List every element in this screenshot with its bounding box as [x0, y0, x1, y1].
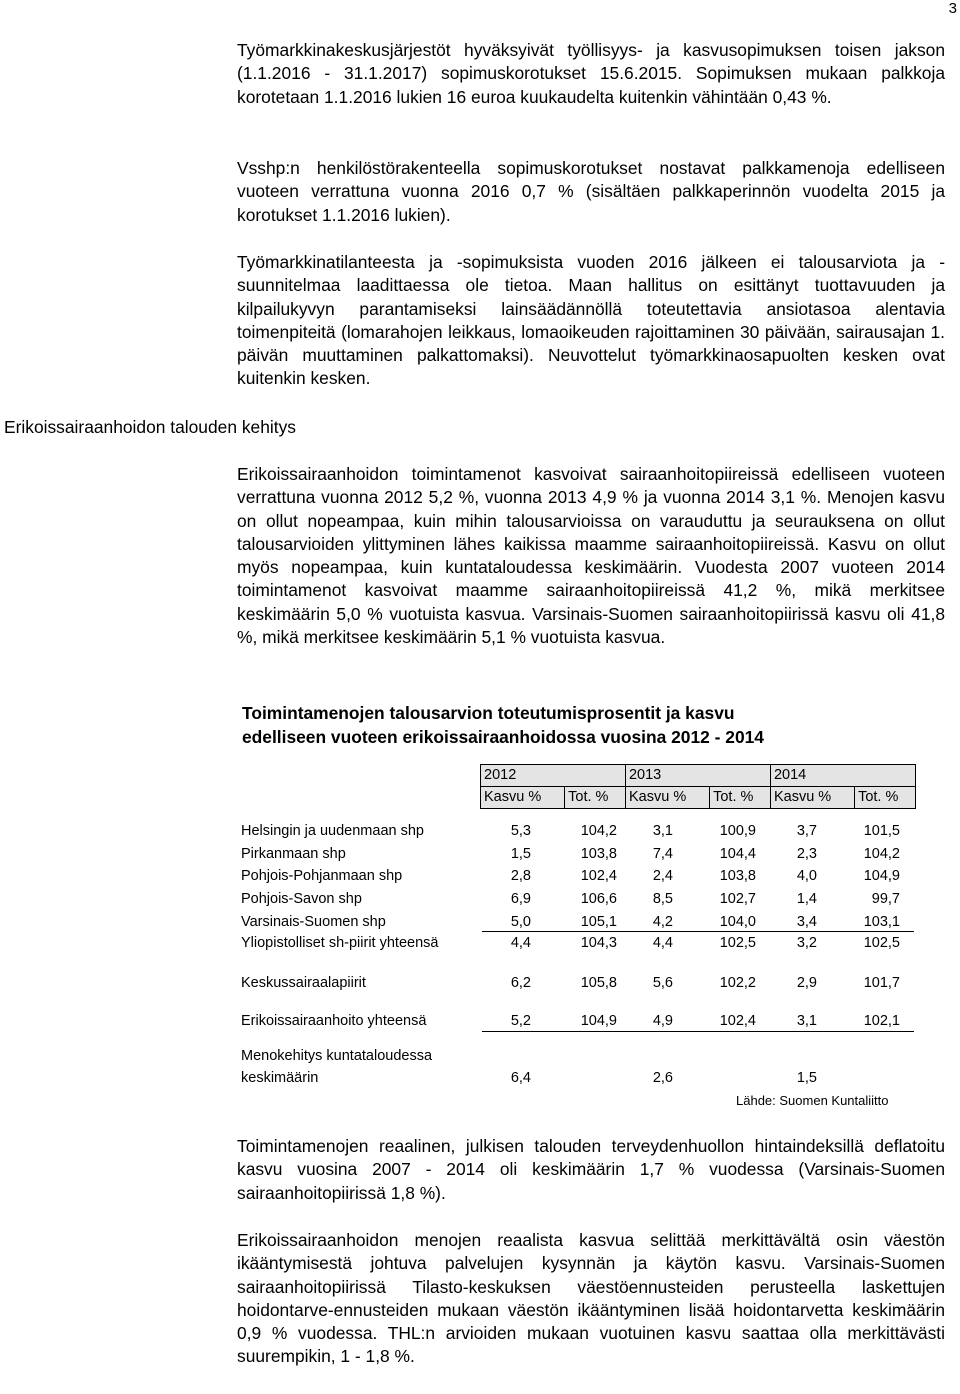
table-cell: 104,4 [719, 846, 756, 862]
rule-line [482, 931, 914, 932]
table-cell: 1,5 [796, 1070, 817, 1086]
table-cell: 102,7 [719, 891, 756, 907]
table-cell: 104,3 [580, 935, 617, 951]
table-cell: 104,2 [863, 846, 900, 862]
table-header [480, 764, 916, 809]
table-cell: 103,8 [719, 868, 756, 884]
table-cell: 103,1 [863, 914, 900, 930]
table-title [242, 701, 764, 749]
row-label: Pohjois-Pohjanmaan shp [241, 868, 403, 884]
table-cell: 101,7 [863, 975, 900, 991]
column-header: Kasvu % [481, 787, 565, 809]
table-row [241, 843, 911, 865]
table-row [241, 1067, 911, 1089]
table-cell: 99,7 [871, 891, 900, 907]
rule-line [482, 1031, 914, 1032]
table-cell: 4,4 [652, 935, 673, 951]
table-cell: 4,9 [652, 1013, 673, 1029]
table-cell: 104,2 [580, 823, 617, 839]
muni-label-row [241, 1045, 911, 1067]
row-label: Pohjois-Savon shp [241, 891, 362, 907]
table-cell: 2,4 [652, 868, 673, 884]
table-cell: 102,4 [719, 1013, 756, 1029]
year-header: 2014 [770, 765, 915, 787]
column-header: Tot. % [710, 787, 771, 809]
table-cell: 102,5 [719, 935, 756, 951]
table-cell: 2,8 [510, 868, 531, 884]
table-cell: 4,0 [796, 868, 817, 884]
table-cell: 3,4 [796, 914, 817, 930]
table-cell: 3,1 [652, 823, 673, 839]
table-cell: 100,9 [719, 823, 756, 839]
table-cell: 3,7 [796, 823, 817, 839]
table-row [241, 865, 911, 887]
table-cell: 105,1 [580, 914, 617, 930]
table-cell: 6,2 [510, 975, 531, 991]
table-cell: 3,2 [796, 935, 817, 951]
table-cell: 1,5 [510, 846, 531, 862]
table-cell: 5,6 [652, 975, 673, 991]
table-row [241, 972, 911, 994]
table-cell: 4,2 [652, 914, 673, 930]
table-cell: 102,1 [863, 1013, 900, 1029]
table-row [241, 820, 911, 842]
table-cell: 4,4 [510, 935, 531, 951]
table-cell: 5,2 [510, 1013, 531, 1029]
table-cell: 1,4 [796, 891, 817, 907]
table-row [241, 932, 911, 954]
table-cell: 5,3 [510, 823, 531, 839]
row-label: Erikoissairaanhoito yhteensä [241, 1013, 427, 1029]
column-header: Kasvu % [770, 787, 854, 809]
row-label: Keskussairaalapiirit [241, 975, 366, 991]
page-number: 3 [948, 0, 957, 17]
table-cell: 5,0 [510, 914, 531, 930]
table-cell: 2,3 [796, 846, 817, 862]
section-heading: Erikoissairaanhoidon talouden kehitys [4, 417, 296, 437]
table-cell: 2,6 [652, 1070, 673, 1086]
table-cell: 103,8 [580, 846, 617, 862]
table-cell: 104,9 [580, 1013, 617, 1029]
table-cell: 101,5 [863, 823, 900, 839]
table-cell: 105,8 [580, 975, 617, 991]
paragraph-operating-costs: Erikoissairaanhoidon toimintamenot kasvoivat sairaanhoitopiireissä edelliseen vuoteen verrattuna vuonna 2012 5,2 %, vuonna 2013 4,9 % ja vuonna 2014 3,1 %. Menojen kasvu on ollut nopeampaa, kuin mihin talousarvioissa on varauduttu ja seurauksena on ollut talousarvioiden ylittyminen lähes kaikissa maamme sairaanhoitopiireissä. Kasvu on ollut myös nopeampaa, kuin kuntataloudessa keskimäärin. Vuodesta 2007 vuoteen 2014 toimintamenot kasvoivat maamme sairaanhoitopiireissä 41,2 %, mikä merkitsee keskimäärin 5,0 % vuotuista kasvua. Varsinais-Suomen sairaanhoitopiirissä kasvu oli 41,8 %, mikä merkitsee keskimäärin 5,1 % vuotuista kasvua. [237, 464, 945, 648]
table-title-line1: Toimintamenojen talousarvion toteutumisprosentit ja kasvu [242, 703, 735, 723]
table-cell: 3,1 [796, 1013, 817, 1029]
row-label: Pirkanmaan shp [241, 846, 346, 862]
table-cell: 104,0 [719, 914, 756, 930]
year-header: 2013 [625, 765, 770, 787]
table-row [241, 911, 911, 933]
table-row [241, 1010, 911, 1032]
table-title-line2: edelliseen vuoteen erikoissairaanhoidossa vuosina 2012 - 2014 [242, 727, 764, 747]
paragraph-labor-market: Työmarkkinatilanteesta ja -sopimuksista vuoden 2016 jälkeen ei talousarviota ja -suunnitelmaa laadittaessa ole tietoa. Maan hallitus on esittänyt tuottavuuden ja kilpailukyvyn parantamiseksi lainsäädännöllä toteutettavia ansiotasoa alentavia toimenpiteitä (lomarahojen leikkaus, lomaoikeuden rajoittaminen 30 päivään, sairausajan 1. päivän muuttaminen palkattomaksi). Neuvottelut työmarkkinaosapuolten kesken ovat kuitenkin kesken. [237, 252, 945, 389]
column-header: Kasvu % [625, 787, 709, 809]
year-header: 2012 [481, 765, 626, 787]
table-cell: 8,5 [652, 891, 673, 907]
table-cell: 106,6 [580, 891, 617, 907]
table-cell: 7,4 [652, 846, 673, 862]
table-cell: 2,9 [796, 975, 817, 991]
paragraph-agreement: Työmarkkinakeskusjärjestöt hyväksyivät työllisyys- ja kasvusopimuksen toisen jakson (1.1.2016 - 31.1.2017) sopimuskorotukset 15.6.2015. Sopimuksen mukaan palkkoja korotetaan 1.1.2016 lukien 16 euroa kuukaudelta kuitenkin vähintään 0,43 %. [237, 40, 945, 107]
table-cell: 6,9 [510, 891, 531, 907]
row-label: keskimäärin [241, 1070, 319, 1086]
column-header: Tot. % [565, 787, 626, 809]
table-cell: 104,9 [863, 868, 900, 884]
table-row [241, 888, 911, 910]
paragraph-payroll: Vsshp:n henkilöstörakenteella sopimuskorotukset nostavat palkkamenoja edelliseen vuoteen verrattuna vuonna 2016 0,7 % (sisältäen palkkaperinnön vuodelta 2015 ja korotukset 1.1.2016 lukien). [237, 158, 945, 225]
paragraph-aging: Erikoissairaanhoidon menojen reaalista kasvua selittää merkittävältä osin väestön ikääntymisestä johtuva palvelujen kysynnän ja käytön kasvu. Varsinais-Suomen sairaanhoitopiirissä Tilasto-keskuksen väestöennusteiden perusteella laskettujen hoidontarve-ennusteiden mukaan väestön ikääntyminen lisää hoidontarvetta keskimäärin 0,9 % vuodessa. THL:n arvioiden mukaan vuotuinen kasvu saattaa olla merkittävästi suurempikin, 1 - 1,8 %. [237, 1230, 945, 1367]
table-cell: 102,2 [719, 975, 756, 991]
table-cell: 102,4 [580, 868, 617, 884]
paragraph-real-growth: Toimintamenojen reaalinen, julkisen talouden terveydenhuollon hintaindeksillä deflatoitu kasvu vuosina 2007 - 2014 oli keskimäärin 1,7 % vuodessa (Varsinais-Suomen sairaanhoitopiirissä 1,8 %). [237, 1136, 945, 1203]
row-label: Helsingin ja uudenmaan shp [241, 823, 424, 839]
row-label: Yliopistolliset sh-piirit yhteensä [241, 935, 439, 951]
table-source: Lähde: Suomen Kuntaliitto [736, 1093, 889, 1108]
row-label: Menokehitys kuntataloudessa [241, 1048, 433, 1064]
table-cell: 6,4 [510, 1070, 531, 1086]
row-label: Varsinais-Suomen shp [241, 914, 386, 930]
table-cell: 102,5 [863, 935, 900, 951]
column-header: Tot. % [855, 787, 916, 809]
